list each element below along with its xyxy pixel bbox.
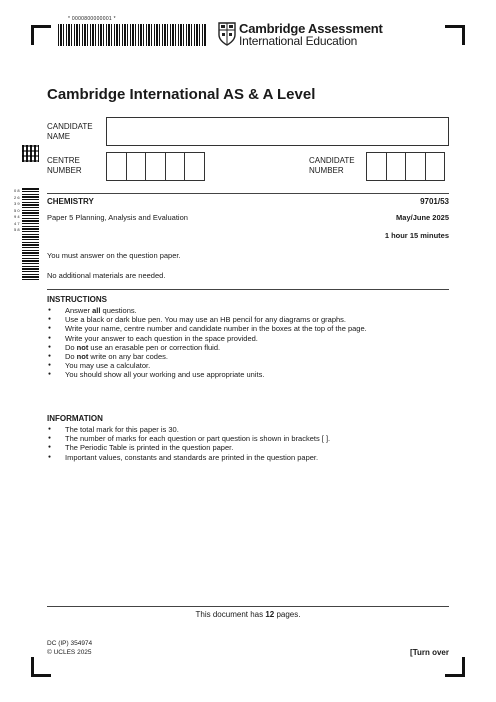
information-heading: INFORMATION <box>47 414 103 423</box>
corner-mark-top-left-h <box>31 25 51 28</box>
corner-mark-top-right <box>462 25 465 45</box>
candidate-number-field[interactable] <box>366 152 444 181</box>
instruction-item: ● Write your name, centre number and candidate number in the boxes at the top of the page. <box>48 324 367 333</box>
instruction-item: ● You should show all your working and use appropriate units. <box>48 370 367 379</box>
corner-mark-bottom-left-h <box>31 674 51 677</box>
instructions-list <box>48 306 367 380</box>
candidate-name-label: CANDIDATE NAME <box>47 122 93 141</box>
instruction-item: ● Do not use an erasable pen or correction fluid. <box>48 343 367 352</box>
corner-mark-top-right-h <box>445 25 465 28</box>
materials-note: No additional materials are needed. <box>47 271 166 280</box>
qr-code <box>22 145 39 162</box>
subject-name: CHEMISTRY <box>47 197 94 206</box>
information-item: ● Important values, constants and standards are printed in the question paper. <box>48 453 330 462</box>
instruction-item: ● You may use a calculator. <box>48 361 367 370</box>
instruction-item: ● Do not write on any bar codes. <box>48 352 367 361</box>
crest-icon <box>218 22 236 46</box>
logo-line-2: International Education <box>239 34 358 48</box>
middle-divider <box>47 289 449 290</box>
turn-over: [Turn over <box>410 648 449 657</box>
cambridge-logo <box>218 21 383 48</box>
paper-name: Paper 5 Planning, Analysis and Evaluation <box>47 213 188 222</box>
information-list <box>48 425 330 462</box>
side-barcode-digits: 0 8 2 6 3 9 5 0 9 4 4 7 5 8 <box>14 188 20 232</box>
syllabus-code: 9701/53 <box>420 197 449 206</box>
page-count-note: This document has 12 pages. <box>195 610 301 619</box>
exam-session: May/June 2025 <box>396 213 449 222</box>
answer-note: You must answer on the question paper. <box>47 251 181 260</box>
instructions-heading: INSTRUCTIONS <box>47 295 107 304</box>
page-title: Cambridge International AS & A Level <box>47 86 316 103</box>
barcode-number: * 0000800000001 * <box>68 16 116 22</box>
candidate-name-field[interactable] <box>106 117 449 146</box>
information-item: ● The total mark for this paper is 30. <box>48 425 330 434</box>
side-barcode <box>22 188 39 280</box>
exam-duration: 1 hour 15 minutes <box>384 231 449 240</box>
instruction-item: ● Use a black or dark blue pen. You may use an HB pencil for any diagrams or graphs. <box>48 315 367 324</box>
footer-divider <box>47 606 449 607</box>
centre-number-field[interactable] <box>106 152 204 181</box>
logo-line-1: Cambridge Assessment <box>239 21 383 36</box>
top-divider <box>47 193 449 194</box>
copyright: © UCLES 2025 <box>47 649 92 656</box>
corner-mark-top-left <box>31 25 34 45</box>
instruction-item: ● Write your answer to each question in the space provided. <box>48 334 367 343</box>
candidate-number-label: CANDIDATE NUMBER <box>309 156 355 175</box>
corner-mark-bottom-right-h <box>445 674 465 677</box>
information-item: ● The Periodic Table is printed in the question paper. <box>48 443 330 452</box>
information-item: ● The number of marks for each question or part question is shown in brackets [ ]. <box>48 434 330 443</box>
centre-number-label: CENTRE NUMBER <box>47 156 82 175</box>
instruction-item: ● Answer all questions. <box>48 306 367 315</box>
document-code: DC (IP) 354974 <box>47 640 93 647</box>
top-barcode <box>58 24 206 46</box>
